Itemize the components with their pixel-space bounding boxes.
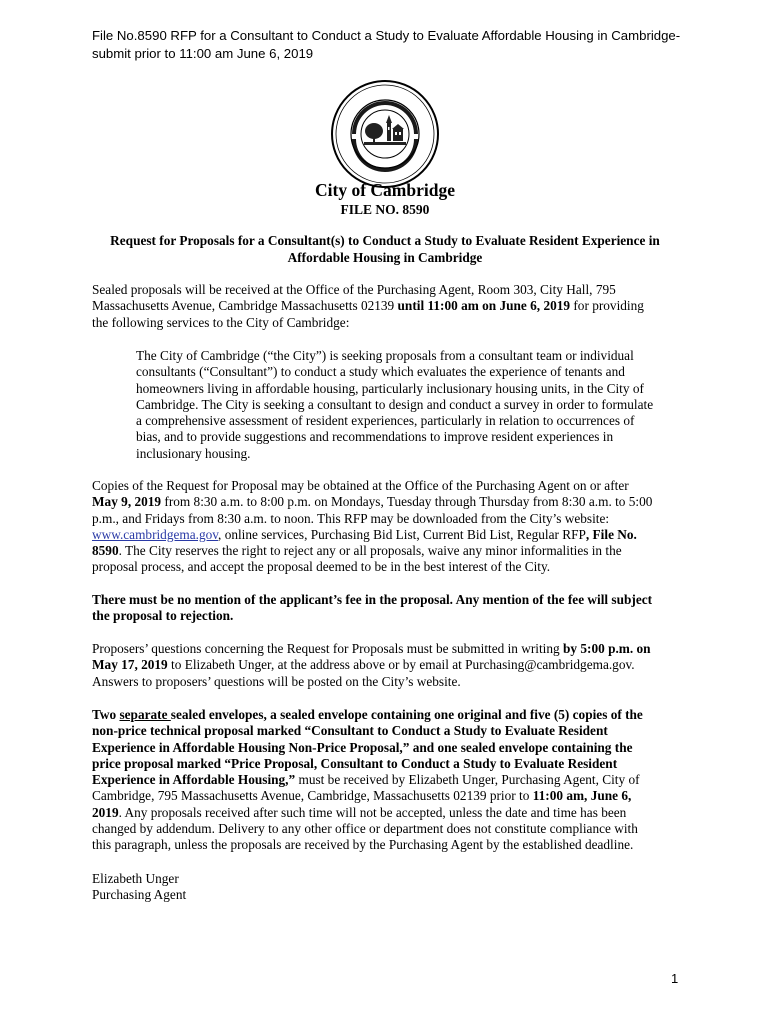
envelopes-line: changed by addendum. Delivery to any other office or department does not constitute compliance with [92,821,638,837]
city-title: City of Cambridge [315,180,455,200]
questions-line: May 17, 2019 to Elizabeth Unger, at the address above or by email at Purchasing@cambridgema.gov. [92,657,635,673]
scope-line: inclusionary housing. [136,445,251,461]
rfp-title-line-1: Request for Proposals for a Consultant(s) to Conduct a Study to Evaluate Resident Experience in [110,233,660,248]
file-number: FILE NO. 8590 [340,202,430,217]
scope-paragraph [136,348,682,462]
fee-warning [92,592,678,625]
city-seal-icon [330,79,440,189]
envelopes-line: Experience in Affordable Housing Non-Price Proposal,” and one sealed envelope containing the [92,739,633,755]
scope-line: consultants (“Consultant”) to conduct a study which evaluates the experience of tenants and [136,364,625,380]
page-number: 1 [671,971,679,986]
scope-line: Cambridge. The City is seeking a consultant to design and conduct a survey in order to formulate [136,396,654,412]
envelopes-line: this paragraph, unless the proposals are received by the Purchasing Agent by the established deadline. [92,837,634,853]
envelopes-line: Experience in Affordable Housing,” must be received by Elizabeth Unger, Purchasing Agent, City of [92,772,640,788]
scope-line: bias, and to provide suggestions and recommendations to improve resident experiences in [136,429,614,445]
header-line-2: submit prior to 11:00 am June 6, 2019 [92,46,314,61]
copies-line: www.cambridgema.gov, online services, Purchasing Bid List, Current Bid List, Regular RFP, File No. [92,526,637,542]
copies-line: p.m., and Fridays from 8:30 a.m. to noon. This RFP may be downloaded from the City’s website: [92,510,610,526]
intro-line: the following services to the City of Cambridge: [92,314,350,330]
website-link[interactable]: www.cambridgema.gov [92,526,219,542]
envelopes-line: price proposal marked “Price Proposal, Consultant to Conduct a Study to Evaluate Resident [92,755,618,771]
envelopes-paragraph [92,707,678,854]
questions-line: Answers to proposers’ questions will be posted on the City’s website. [92,673,461,689]
intro-line: Massachusetts Avenue, Cambridge Massachusetts 02139 until 11:00 am on June 6, 2019 for providing [92,298,644,314]
scope-line: The City of Cambridge (“the City”) is seeking proposals from a consultant team or individual [136,348,634,363]
intro-line: Sealed proposals will be received at the Office of the Purchasing Agent, Room 303, City Hall, 795 [92,282,616,297]
header-line-1: File No.8590 RFP for a Consultant to Conduct a Study to Evaluate Affordable Housing in Cambridge- [92,28,681,43]
rfp-title-line-2: Affordable Housing in Cambridge [287,249,483,265]
copies-line: proposal process, and accept the proposal deemed to be in the best interest of the City. [92,559,551,575]
fee-line: the proposal to rejection. [92,608,234,624]
copies-line: May 9, 2019 from 8:30 a.m. to 8:00 p.m. on Mondays, Tuesday through Thursday from 8:30 a.m. to 5:00 [92,494,653,510]
fee-line: There must be no mention of the applicant’s fee in the proposal. Any mention of the fee will subject [92,592,653,607]
envelopes-line: 2019. Any proposals received after such time will not be accepted, unless the date and time has been [92,804,627,820]
rfp-title [92,233,678,266]
signature-name: Elizabeth Unger [92,871,179,886]
scope-line: a comprehensive assessment of resident experiences, particularly in relation to occurrences of [136,413,635,429]
intro-paragraph [92,282,678,331]
envelopes-line: Cambridge, 795 Massachusetts Avenue, Cambridge, Massachusetts 02139 prior to 11:00 am, June 6, [92,788,632,804]
deadline-text: until 11:00 am on June 6, 2019 [397,298,571,314]
signature-role: Purchasing Agent [92,887,187,903]
questions-paragraph [92,641,678,690]
questions-line: Proposers’ questions concerning the Request for Proposals must be submitted in writing by 5:00 p.m. on [92,641,651,656]
signature-block [92,871,678,904]
copies-paragraph [92,478,678,576]
envelopes-line: Two separate sealed envelopes, a sealed envelope containing one original and five (5) copies of the [92,707,643,722]
copies-line: 8590. The City reserves the right to reject any or all proposals, waive any minor informalities in the [92,543,622,559]
copies-line: Copies of the Request for Proposal may be obtained at the Office of the Purchasing Agent on or after [92,478,629,493]
envelopes-line: non-price technical proposal marked “Consultant to Conduct a Study to Evaluate Resident [92,723,608,739]
scope-line: homeowners living in affordable housing, particularly inclusionary housing units, in the City of [136,380,644,396]
